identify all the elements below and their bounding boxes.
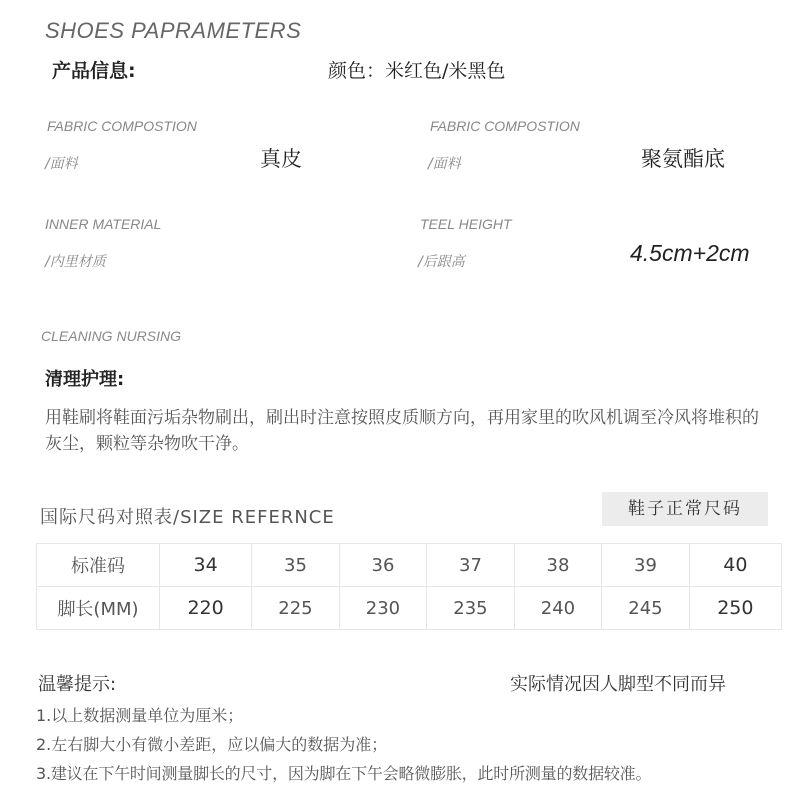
- length-cell: 225: [252, 587, 340, 630]
- spec-label-en: TEEL HEIGHT: [420, 216, 512, 232]
- color-label: 颜色：: [328, 60, 386, 82]
- spec-label-en: FABRIC COMPOSTION: [47, 118, 197, 134]
- row-label: 标准码: [37, 544, 160, 587]
- length-cell: 250: [689, 587, 781, 630]
- cleaning-label-en: CLEANING NURSING: [41, 328, 182, 344]
- size-cell: 34: [160, 544, 252, 587]
- tips-note: 实际情况因人脚型不同而异: [510, 674, 726, 695]
- size-cell: 40: [689, 544, 781, 587]
- size-cell: 35: [252, 544, 340, 587]
- row-label: 脚长(MM): [37, 587, 160, 630]
- color-value: 米红色/米黑色: [385, 60, 506, 82]
- size-cell: 38: [514, 544, 602, 587]
- spec-value: 4.5cm+2cm: [630, 240, 750, 266]
- length-cell: 240: [514, 587, 602, 630]
- length-cell: 245: [602, 587, 690, 630]
- tip-item: 2.左右脚大小有微小差距，应以偏大的数据为准；: [36, 735, 388, 754]
- spec-value: 聚氨酯底: [641, 147, 725, 171]
- tips-title: 温馨提示:: [38, 674, 117, 695]
- tip-item: 1.以上数据测量单位为厘米；: [36, 706, 244, 725]
- spec-label-cn: /后跟高: [418, 254, 465, 270]
- length-cell: 220: [160, 587, 252, 630]
- size-cell: 39: [602, 544, 690, 587]
- cleaning-body: 用鞋刷将鞋面污垢杂物刷出，刷出时注意按照皮质顺方向，再用家里的吹风机调至冷风将堆积的灰尘，颗粒等杂物吹干净。: [45, 408, 759, 454]
- spec-label-en: FABRIC COMPOSTION: [430, 118, 580, 134]
- color-info: [328, 56, 505, 83]
- spec-label-cn: /面料: [45, 156, 78, 172]
- spec-label-cn: /内里材质: [45, 254, 106, 270]
- table-row: [37, 544, 782, 587]
- spec-value: 真皮: [260, 147, 302, 171]
- table-row: [37, 587, 782, 630]
- product-info-label: 产品信息:: [52, 60, 136, 82]
- cleaning-title: 清理护理:: [45, 369, 125, 390]
- size-table: [36, 543, 782, 630]
- size-chart-title: 国际尺码对照表/SIZE REFERNCE: [40, 507, 335, 528]
- spec-label-cn: /面料: [428, 156, 461, 172]
- length-cell: 235: [427, 587, 515, 630]
- size-badge: 鞋子正常尺码: [602, 492, 768, 526]
- tip-item: 3.建议在下午时间测量脚长的尺寸，因为脚在下午会略微膨胀，此时所测量的数据较准。: [36, 764, 652, 783]
- size-cell: 36: [339, 544, 427, 587]
- size-cell: 37: [427, 544, 515, 587]
- spec-label-en: INNER MATERIAL: [45, 216, 162, 232]
- length-cell: 230: [339, 587, 427, 630]
- page-title: SHOES PAPRAMETERS: [45, 18, 302, 43]
